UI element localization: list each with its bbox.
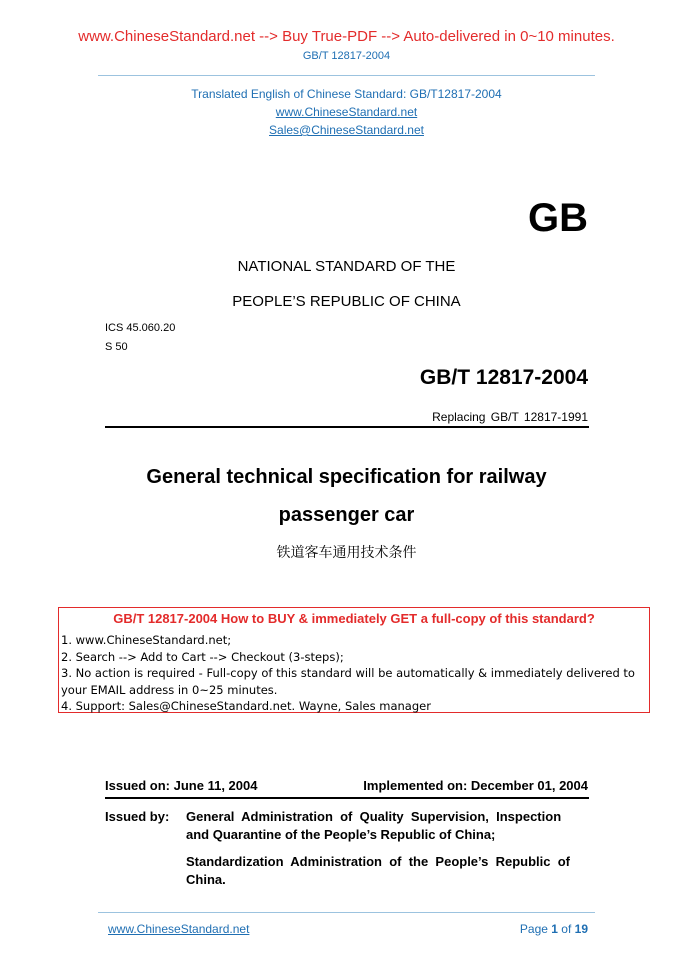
- issued-on: Issued on: June 11, 2004: [105, 778, 258, 793]
- replacing-note: Replacing GB/T 12817-1991: [432, 410, 588, 424]
- title-divider: [105, 426, 589, 428]
- national-standard-line1: NATIONAL STANDARD OF THE: [237, 258, 456, 275]
- standard-code: GB/T 12817-2004: [419, 366, 588, 389]
- issue-divider: [105, 797, 589, 799]
- header-divider: [98, 75, 595, 76]
- website-link[interactable]: www.ChineseStandard.net: [275, 105, 418, 119]
- buy-box: [58, 607, 650, 713]
- page-indicator: Page 1 of 19: [519, 922, 588, 936]
- ics-code: ICS 45.060.20: [105, 322, 176, 334]
- footer-divider: [98, 912, 595, 913]
- title-line2: passenger car: [278, 504, 415, 526]
- header-code: GB/T 12817-2004: [302, 50, 391, 62]
- implemented-on: Implemented on: December 01, 2004: [363, 778, 588, 793]
- issued-by-label: Issued by:: [105, 809, 170, 824]
- title-line1: General technical specification for railway: [146, 466, 547, 488]
- translation-line: Translated English of Chinese Standard: GB/T12817-2004: [191, 87, 502, 101]
- issuer-2: Standardization Administration of the People’s Republic of China.: [186, 854, 571, 887]
- title-chinese: 铁道客车通用技术条件: [276, 545, 417, 561]
- buy-step: 4. Support: Sales@ChineseStandard.net. Wayne, Sales manager: [61, 699, 431, 713]
- issuer-1: General Administration of Quality Supervision, Inspection and Quarantine of the People’s Republic of China;: [186, 809, 562, 842]
- buy-step: 2. Search --> Add to Cart --> Checkout (3-steps);: [61, 650, 344, 664]
- national-standard-line2: PEOPLE’S REPUBLIC OF CHINA: [232, 293, 461, 310]
- footer-website-link[interactable]: www.ChineseStandard.net: [108, 922, 250, 936]
- s-code: S 50: [105, 341, 128, 353]
- buy-heading: GB/T 12817-2004 How to BUY & immediately GET a full-copy of this standard?: [113, 611, 595, 626]
- email-link[interactable]: Sales@ChineseStandard.net: [269, 123, 424, 137]
- buy-step[interactable]: 1. www.ChineseStandard.net;: [61, 633, 232, 647]
- buy-step: your EMAIL address in 0~25 minutes.: [61, 683, 278, 697]
- gb-mark: GB: [528, 196, 588, 240]
- top-banner[interactable]: www.ChineseStandard.net --> Buy True-PDF --> Auto-delivered in 0~10 minutes.: [78, 28, 615, 45]
- buy-step: 3. No action is required - Full-copy of this standard will be automatically & immediately delivered to: [61, 666, 635, 680]
